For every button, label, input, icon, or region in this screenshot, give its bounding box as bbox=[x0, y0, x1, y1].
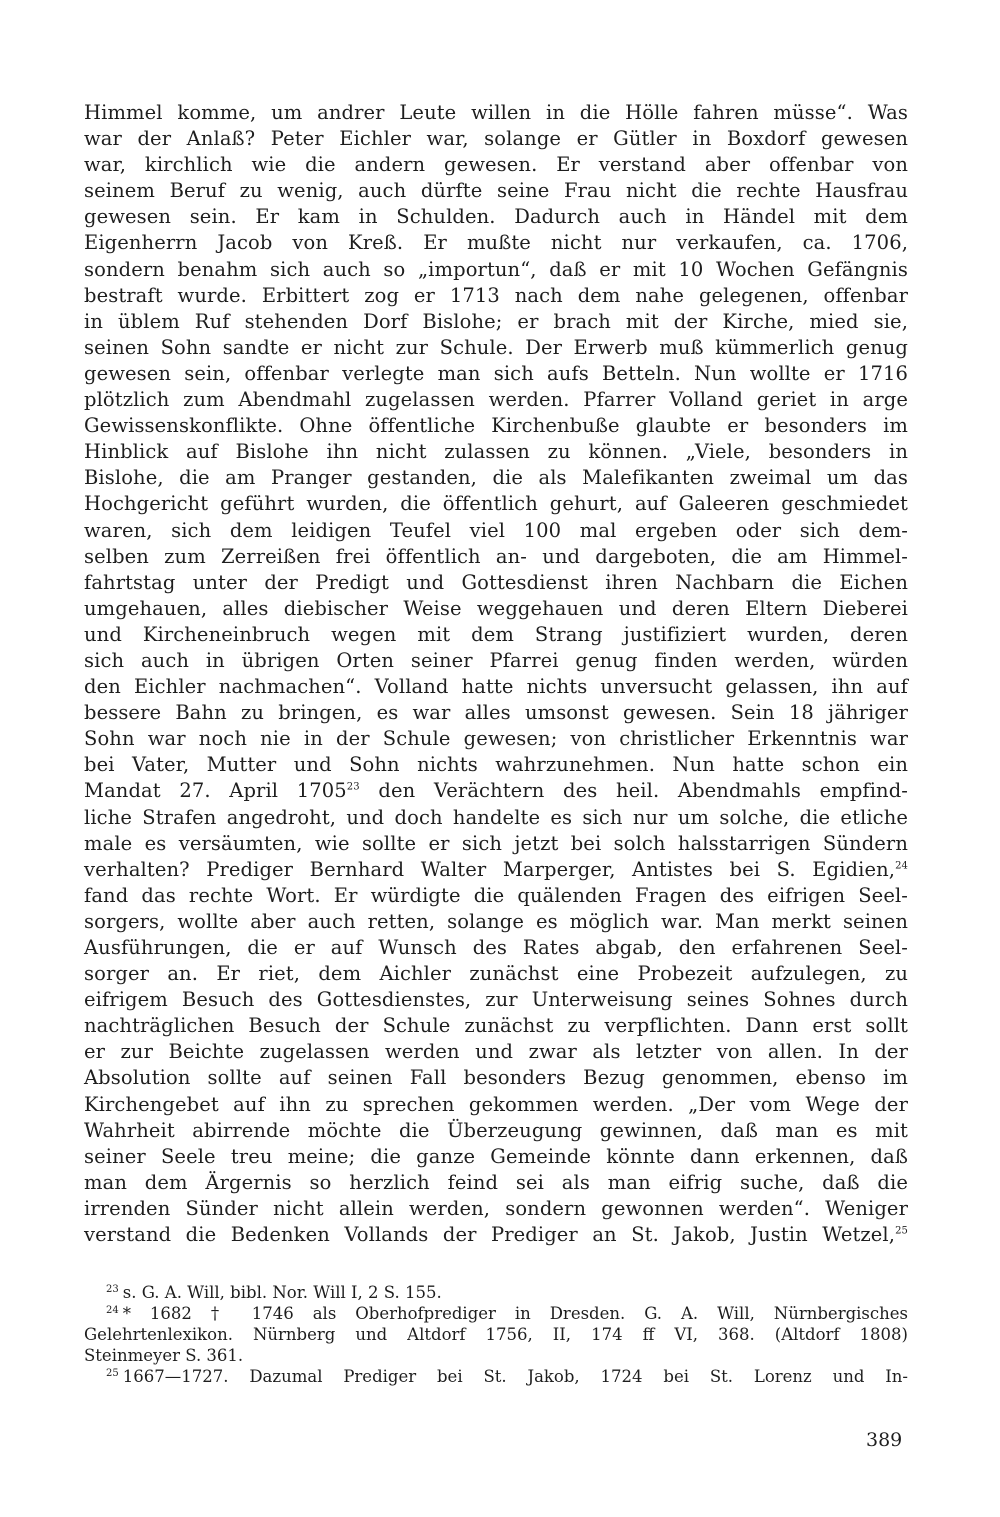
text-line: sich auch in übrigen Orten seiner Pfarrei genug finden werden, würden bbox=[84, 648, 908, 672]
text-line: sondern benahm sich auch so „importun“, daß er mit 10 Wochen Gefängnis bbox=[84, 257, 908, 281]
text-line: Hinblick auf Bislohe ihn nicht zulassen zu können. „Viele, besonders in bbox=[84, 440, 908, 464]
text-line: male es versäumten, wie sollte er sich jetzt bei solch halsstarrigen Sündern bbox=[84, 831, 908, 855]
text-line: in üblem Ruf stehenden Dorf Bislohe; er brach mit der Kirche, mied sie, bbox=[84, 309, 908, 333]
text-line: seiner Seele treu meine; die ganze Gemeinde könnte dann erkennen, daß bbox=[84, 1144, 908, 1168]
text-line: gewesen sein. Er kam in Schulden. Dadurch auch in Händel mit dem bbox=[84, 205, 908, 229]
footnote-line: $^{23}$ s. G. A. Will, bibl. Nor. Will I, 2 S. 155. bbox=[106, 1283, 442, 1302]
footnote-number: 24 bbox=[106, 1304, 119, 1316]
text-line: war, kirchlich wie die andern gewesen. Er verstand aber offenbar von bbox=[84, 153, 908, 177]
text-line: eifrigem Besuch des Gottesdienstes, zur Unterweisung seines Sohnes durch bbox=[84, 988, 908, 1012]
text-line: und Kircheneinbruch wegen mit dem Strang justifiziert wurden, deren bbox=[84, 622, 908, 646]
text-line: Sohn war noch nie in der Schule gewesen; von christlicher Erkenntnis war bbox=[84, 727, 908, 751]
footnote-number: 25 bbox=[106, 1367, 119, 1379]
text-line: verstand die Bedenken Vollands der Prediger an St. Jakob, Justin Wetzel,$^{25}$ bbox=[84, 1223, 908, 1247]
text-line: war der Anlaß? Peter Eichler war, solange er Gütler in Boxdorf gewesen bbox=[84, 127, 908, 151]
footnote-line: $^{24}$ * 1682 † 1746 als Oberhofprediger in Dresden. G. A. Will, Nürnbergisches bbox=[106, 1304, 908, 1323]
text-line: Himmel komme, um andrer Leute willen in die Hölle fahren müsse“. Was bbox=[84, 101, 908, 124]
text-line: gewesen sein, offenbar verlegte man sich aufs Betteln. Nun wollte er 1716 bbox=[84, 361, 908, 385]
text-line: Wahrheit abirrende möchte die Überzeugung gewinnen, daß man es mit bbox=[84, 1118, 908, 1142]
footnote-ref: 25 bbox=[895, 1225, 908, 1237]
text-line: sorger an. Er riet, dem Aichler zunächst eine Probezeit aufzulegen, zu bbox=[84, 962, 908, 986]
text-line: man dem Ärgernis so herzlich feind sei als man eifrig suche, daß die bbox=[84, 1170, 908, 1194]
text-line: Bislohe, die am Pranger gestanden, die als Malefikanten zweimal um das bbox=[84, 466, 908, 490]
footnote-ref: 23 bbox=[346, 781, 360, 793]
page-number: 389 bbox=[866, 1429, 903, 1451]
text-line: Mandat 27. April 1705$^{23}$ den Verächtern des heil. Abendmahls empfind- bbox=[84, 779, 908, 803]
footnote-number: 23 bbox=[106, 1283, 119, 1295]
text-line: irrenden Sünder nicht allein werden, sondern gewonnen werden“. Weniger bbox=[84, 1196, 908, 1220]
footnote-ref: 24 bbox=[895, 860, 908, 872]
text-line: fahrtstag unter der Predigt und Gottesdienst ihren Nachbarn die Eichen bbox=[84, 570, 908, 594]
footnote-line: $^{25}$ 1667—1727. Dazumal Prediger bei St. Jakob, 1724 bei St. Lorenz und In- bbox=[106, 1367, 908, 1386]
text-line: seinen Sohn sandte er nicht zur Schule. Der Erwerb muß kümmerlich genug bbox=[84, 335, 908, 359]
text-line: bestraft wurde. Erbittert zog er 1713 nach dem nahe gelegenen, offenbar bbox=[84, 283, 908, 307]
text-line: er zur Beichte zugelassen werden und zwar als letzter von allen. In der bbox=[84, 1040, 908, 1064]
text-line: seinem Beruf zu wenig, auch dürfte seine Frau nicht die rechte Hausfrau bbox=[84, 179, 908, 203]
text-line: umgehauen, alles diebischer Weise weggehauen und deren Eltern Dieberei bbox=[84, 596, 908, 620]
text-line: Ausführungen, die er auf Wunsch des Rates abgab, den erfahrenen Seel- bbox=[84, 936, 908, 959]
text-line: fand das rechte Wort. Er würdigte die quälenden Fragen des eifrigen Seel- bbox=[84, 883, 908, 907]
text-line: Hochgericht geführt wurden, die öffentlich gehurt, auf Galeeren geschmiedet bbox=[84, 492, 908, 516]
text-line: den Eichler nachmachen“. Volland hatte nichts unversucht gelassen, ihn auf bbox=[84, 675, 908, 699]
text-line: liche Strafen angedroht, und doch handelte es sich nur um solche, die etliche bbox=[84, 805, 908, 829]
text-line: Gewissenskonflikte. Ohne öffentliche Kirchenbuße glaubte er besonders im bbox=[84, 414, 908, 438]
text-line: bessere Bahn zu bringen, es war alles umsonst gewesen. Sein 18 jähriger bbox=[84, 701, 908, 725]
text-line: waren, sich dem leidigen Teufel viel 100 mal ergeben oder sich dem- bbox=[84, 518, 908, 542]
text-line: sorgers, wollte aber auch retten, solange es möglich war. Man merkt seinen bbox=[84, 909, 908, 933]
text-line: Kirchengebet auf ihn zu sprechen gekommen werden. „Der vom Wege der bbox=[84, 1092, 908, 1116]
text-line: Absolution sollte auf seinen Fall besonders Bezug genommen, ebenso im bbox=[84, 1066, 908, 1090]
text-line: verhalten? Prediger Bernhard Walter Marperger, Antistes bei S. Egidien,$^{24}$ bbox=[84, 857, 908, 881]
text-line: bei Vater, Mutter und Sohn nichts wahrzunehmen. Nun hatte schon ein bbox=[84, 753, 908, 777]
text-line: nachträglichen Besuch der Schule zunächst zu verpflichten. Dann erst sollt bbox=[84, 1014, 908, 1038]
footnote-line: Steinmeyer S. 361. bbox=[84, 1346, 244, 1365]
text-line: plötzlich zum Abendmahl zugelassen werden. Pfarrer Volland geriet in arge bbox=[84, 388, 908, 412]
footnote-line: Gelehrtenlexikon. Nürnberg und Altdorf 1756, II, 174 ff VI, 368. (Altdorf 1808) bbox=[84, 1325, 908, 1344]
text-line: selben zum Zerreißen frei öffentlich an- und dargeboten, die am Himmel- bbox=[84, 544, 908, 568]
text-line: Eigenherrn Jacob von Kreß. Er mußte nicht nur verkaufen, ca. 1706, bbox=[84, 231, 908, 255]
footnotes bbox=[84, 1282, 908, 1387]
body-text bbox=[84, 100, 908, 1248]
